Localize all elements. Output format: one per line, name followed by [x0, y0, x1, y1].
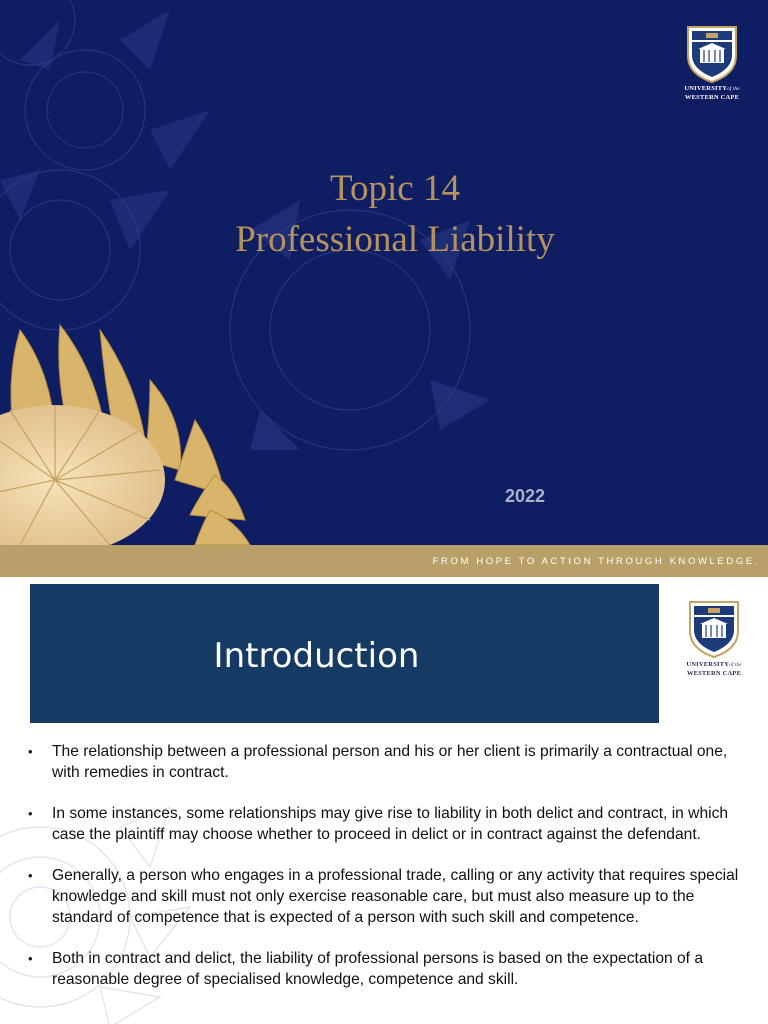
year-label: 2022: [505, 486, 546, 506]
logo-caption: UNIVERSITYof the WESTERN CAPE: [686, 661, 742, 677]
tagline-text: FROM HOPE TO ACTION THROUGH KNOWLEDGE.: [432, 556, 760, 567]
university-logo: [684, 24, 740, 101]
slide-title: [190, 163, 600, 265]
bullet-dot-icon: •: [28, 744, 33, 759]
bullet-dot-icon: •: [28, 868, 33, 883]
introduction-slide: [0, 577, 768, 1024]
title-line-topic: Topic 14: [330, 168, 460, 209]
bullet-list: [28, 741, 748, 1010]
bullet-item: • In some instances, some relationships may give rise to liability in both delict and contract, in which case the plaintiff may choose whether to proceed in delict or in contract against the defendant.: [28, 805, 729, 843]
introduction-heading: Introduction: [213, 636, 420, 676]
bullet-item: • Both in contract and delict, the liability of professional persons is based on the expectation of a reasonable degree of specialised knowledge, competence and skill.: [28, 950, 704, 988]
crest-icon: [686, 599, 742, 659]
bullet-dot-icon: •: [28, 951, 33, 966]
title-line-subject: Professional Liability: [235, 219, 555, 260]
logo-caption: UNIVERSITYof the WESTERN CAPE: [684, 85, 740, 101]
introduction-header: [30, 584, 659, 723]
bullet-item: • The relationship between a professional person and his or her client is primarily a contractual one, with remedies in contract.: [28, 743, 728, 781]
bullet-item: • Generally, a person who engages in a professional trade, calling or any activity that requires special knowledge and skill must not only exercise reasonable care, but must also measure up to the standard of competence that is expected of a person with such skill and competence.: [28, 867, 739, 926]
bullet-dot-icon: •: [28, 806, 33, 821]
crest-icon: [684, 24, 740, 84]
university-logo: [686, 599, 742, 677]
